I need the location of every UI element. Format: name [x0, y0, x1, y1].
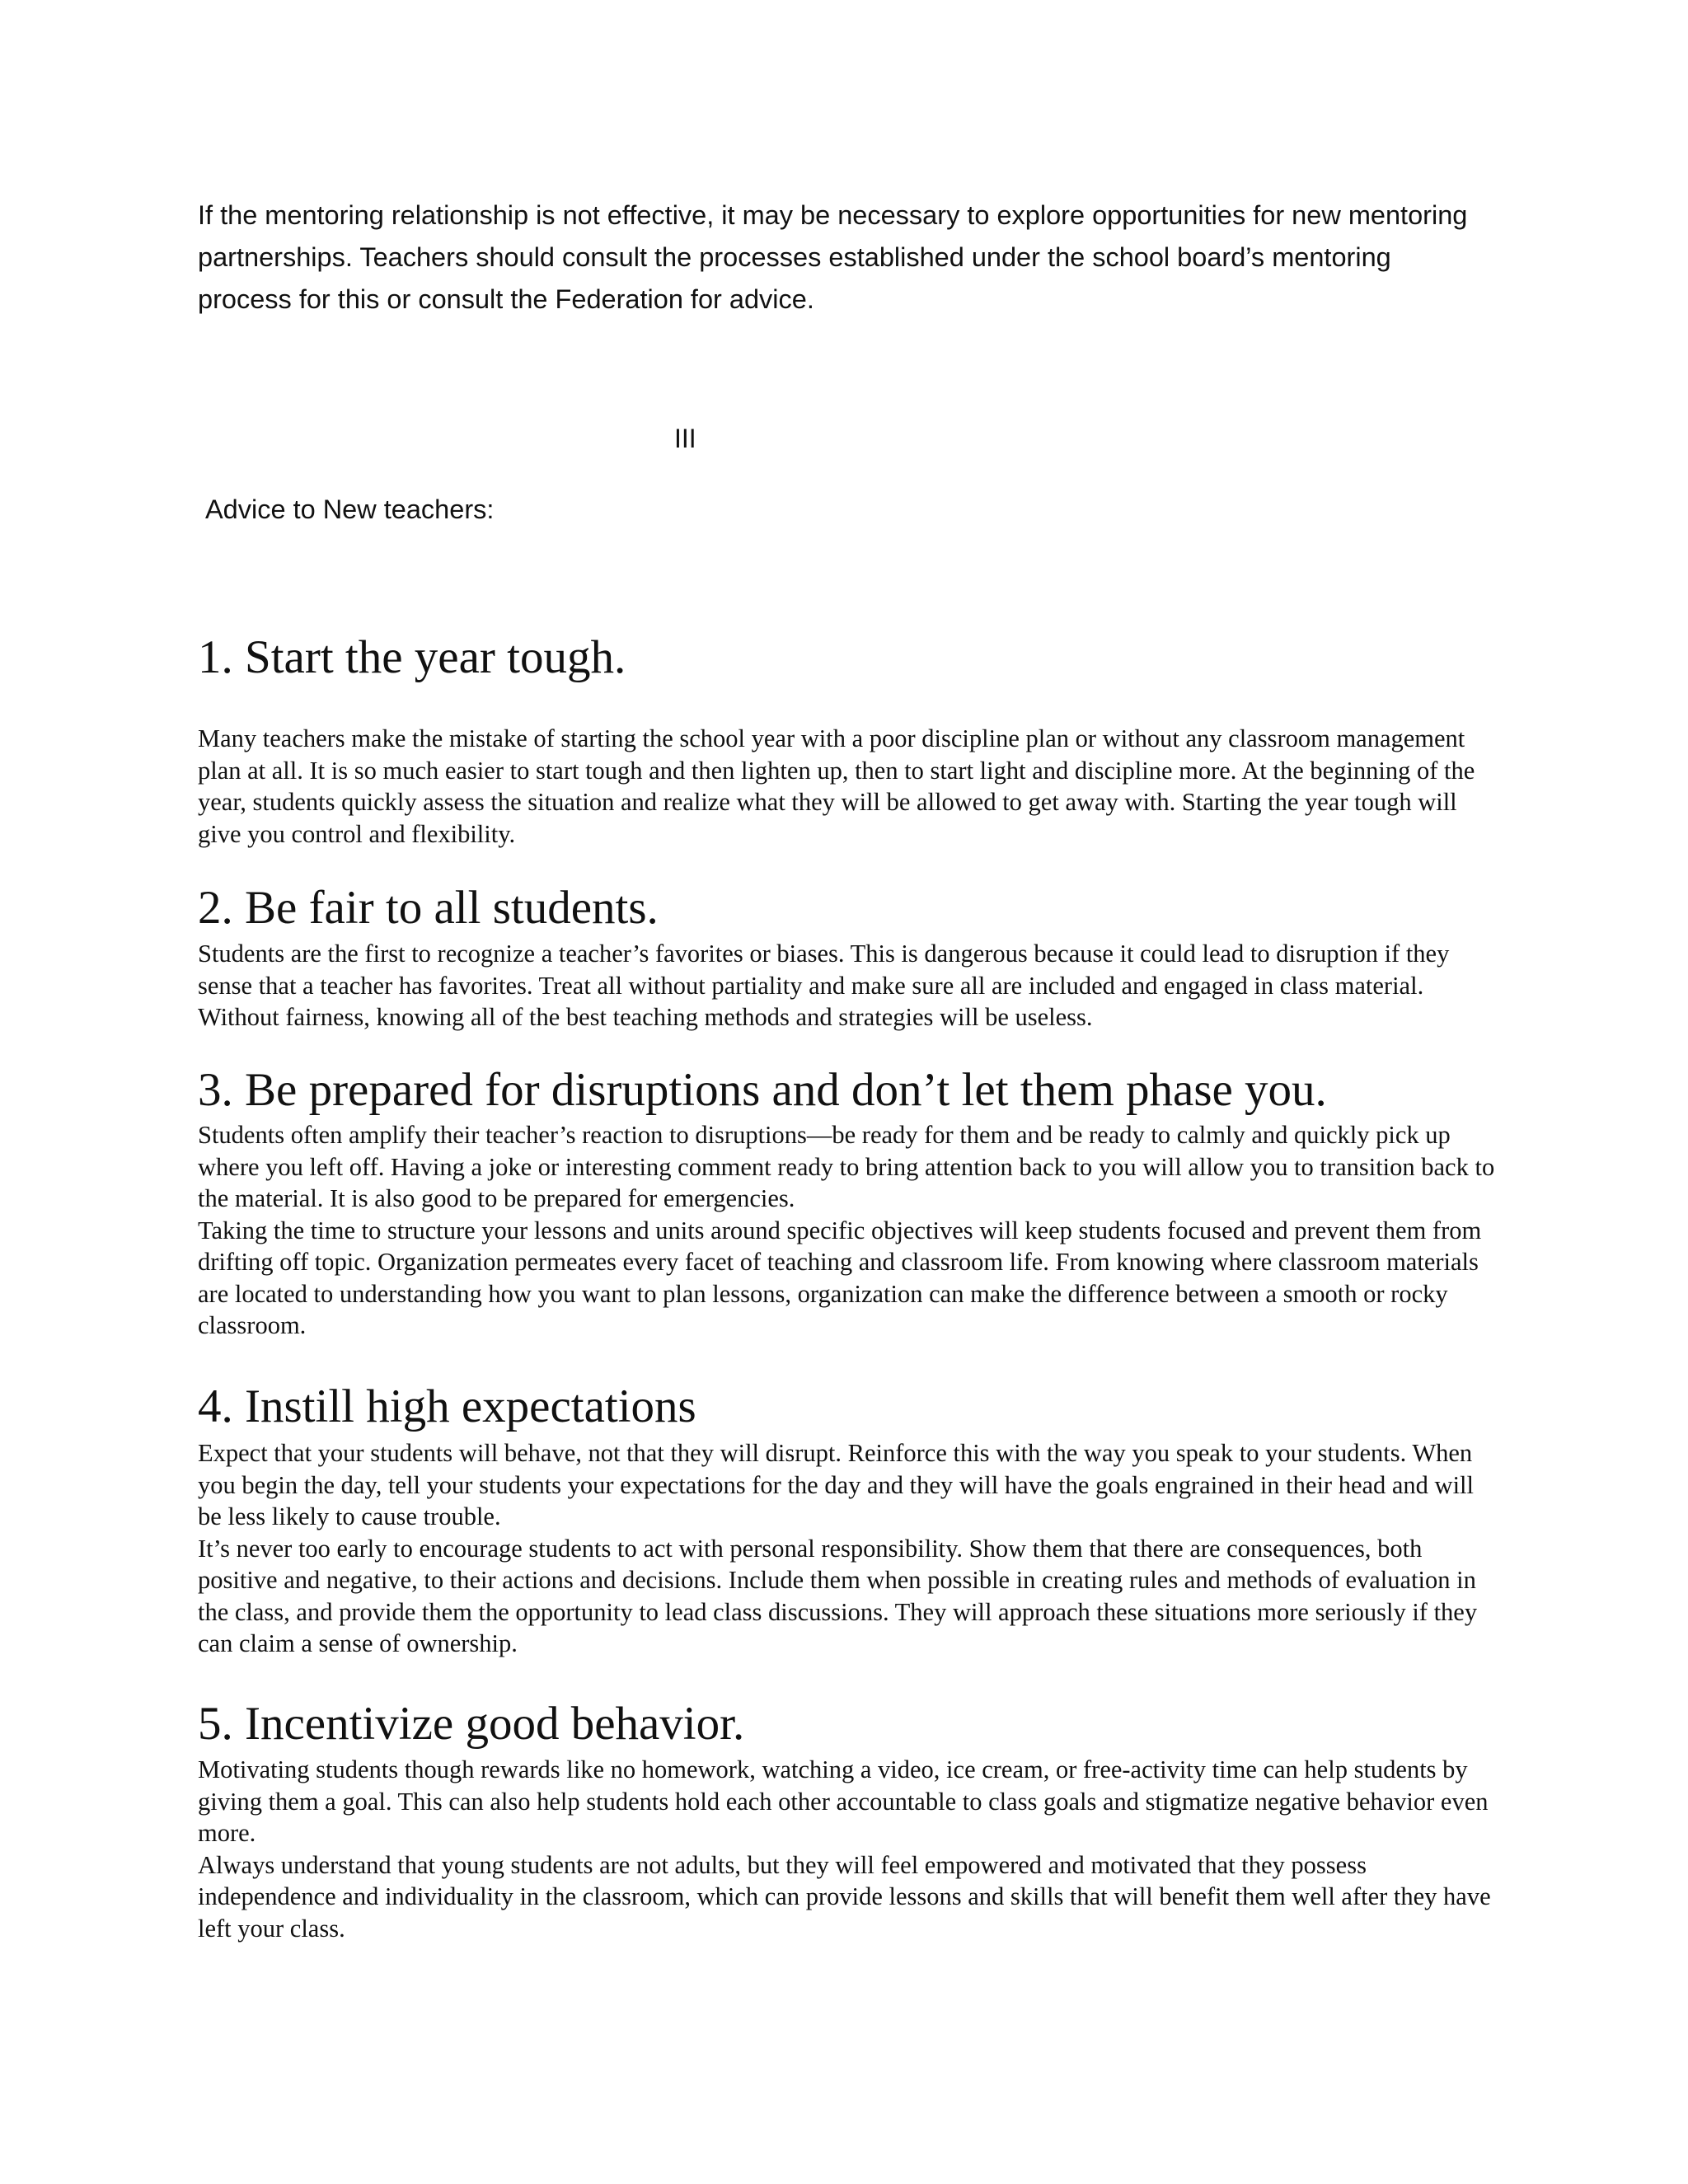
section-heading-2: 2. Be fair to all students.: [198, 882, 659, 934]
section-body-3: Students often amplify their teacher’s reaction to disruptions—be ready for them and be ready to calmly and quickly pick up where you left off. Having a joke or interesting comment ready to bring attention back to you will allow you to transition back to the material. It is also good to be prepared for emergencies. Taking the time to structure your lessons and units around specific objectives will keep students focused and prevent them from drifting off topic. Organization permeates every facet of teaching and classroom life. From knowing where classroom materials are located to understanding how you want to plan lessons, organization can make the difference between a smooth or rocky classroom.: [198, 1121, 1495, 1339]
section-number: III: [674, 424, 696, 453]
section-body-4: Expect that your students will behave, not that they will disrupt. Reinforce this with the way you speak to your students. When you begin the day, tell your students your expectations for the day and they will have the goals engrained in their head and will be less likely to cause trouble. It’s never too early to encourage students to act with personal responsibility. Show them that there are consequences, both positive and negative, to their actions and decisions. Include them when possible in creating rules and methods of evaluation in the class, and provide them the opportunity to lead class discussions. They will approach these situations more seriously if they can claim a sense of ownership.: [198, 1439, 1478, 1657]
section-heading-3: 3. Be prepared for disruptions and don’t let them phase you.: [198, 1064, 1327, 1116]
section-body-1: Many teachers make the mistake of starting the school year with a poor discipline plan or without any classroom management plan at all. It is so much easier to start tough and then lighten up, then to start light and discipline more. At the beginning of the year, students quickly assess the situation and realize what they will be allowed to get away with. Starting the year tough will give you control and flexibility.: [198, 724, 1475, 848]
section-heading-5: 5. Incentivize good behavior.: [198, 1698, 745, 1750]
section-heading-4: 4. Instill high expectations: [198, 1380, 696, 1432]
section-title: Advice to New teachers:: [205, 494, 495, 524]
section-body-2: Students are the first to recognize a teacher’s favorites or biases. This is dangerous because it could lead to disruption if they sense that a teacher has favorites. Treat all without partiality and make sure all are included and engaged in class material. Without fairness, knowing all of the best teaching methods and strategies will be useless.: [198, 940, 1450, 1031]
section-body-5: Motivating students though rewards like no homework, watching a video, ice cream, or free-activity time can help students by giving them a goal. This can also help students hold each other accountable to class goals and stigmatize negative behavior even more. Always understand that young students are not adults, but they will feel empowered and motivated that they possess independence and individuality in the classroom, which can provide lessons and skills that will benefit them well after they have left your class.: [198, 1755, 1491, 1943]
intro-paragraph: If the mentoring relationship is not effective, it may be necessary to explore opportunities for new mentoring partnerships. Teachers should consult the processes established under the school board’s mentoring process for this or consult the Federation for advice.: [198, 200, 1468, 314]
section-heading-1: 1. Start the year tough.: [198, 631, 626, 683]
